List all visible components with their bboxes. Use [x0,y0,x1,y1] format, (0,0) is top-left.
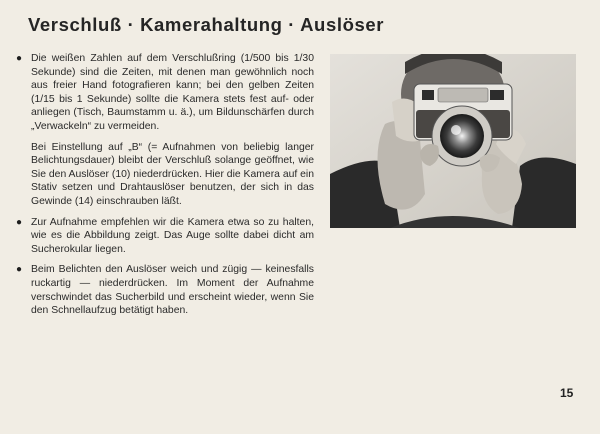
paragraph-text: Bei Einstellung auf „B“ (= Aufnahmen von beliebig langer Belichtungsdauer) bleibt der Verschluß solange geöffnet, wie Sie den Auslöser (10) niederdrücken. Hier die Kamera auf ein Stativ setzen und Drahtauslöser benutzen, der sich in das Gewinde (14) einschrauben läßt. [31,141,315,207]
bullet-icon: ● [16,216,23,228]
bullet-icon: ● [16,53,23,64]
camera-holding-photo [330,54,576,228]
paragraph-text: Die weißen Zahlen auf dem Verschlußring (1/500 bis 1/30 Sekunde) sind die Zeiten, mit denen man gewöhnlich noch aus freier Hand fotografieren kann; bei den gelben Zeiten (1/15 bis 1 Sekunde) sollte die Kamera stets fest auf- oder anliegen (Tisch, Baumstamm u. ä.), um Bildunschärfen durch „Verwackeln“ zu vermeiden. [31,53,314,132]
paragraph-bulb-setting [14,141,314,209]
paragraph-text: Zur Aufnahme empfehlen wir die Kamera etwa so zu halten, wie es die Abbildung zeigt. Das Auge sollte dabei dicht am Sucherokular liegen. [31,216,314,255]
paragraph-text: Beim Belichten den Auslöser weich und zügig — keinesfalls ruckartig — niederdrücken. Im Moment der Aufnahme verschwindet das Sucherbild und erscheint wieder, wenn Sie den Schnellaufzug betätigt haben. [31,264,314,317]
paragraph-shutter-speeds [14,52,314,134]
bullet-icon: ● [16,264,23,276]
paragraph-camera-holding [14,216,314,257]
page-title: Verschluß · Kamerahaltung · Auslöser [28,14,385,35]
photo-illustration [330,54,576,228]
paragraph-shutter-release [14,263,314,317]
page-number: 15 [560,386,574,400]
text-column [14,52,314,325]
